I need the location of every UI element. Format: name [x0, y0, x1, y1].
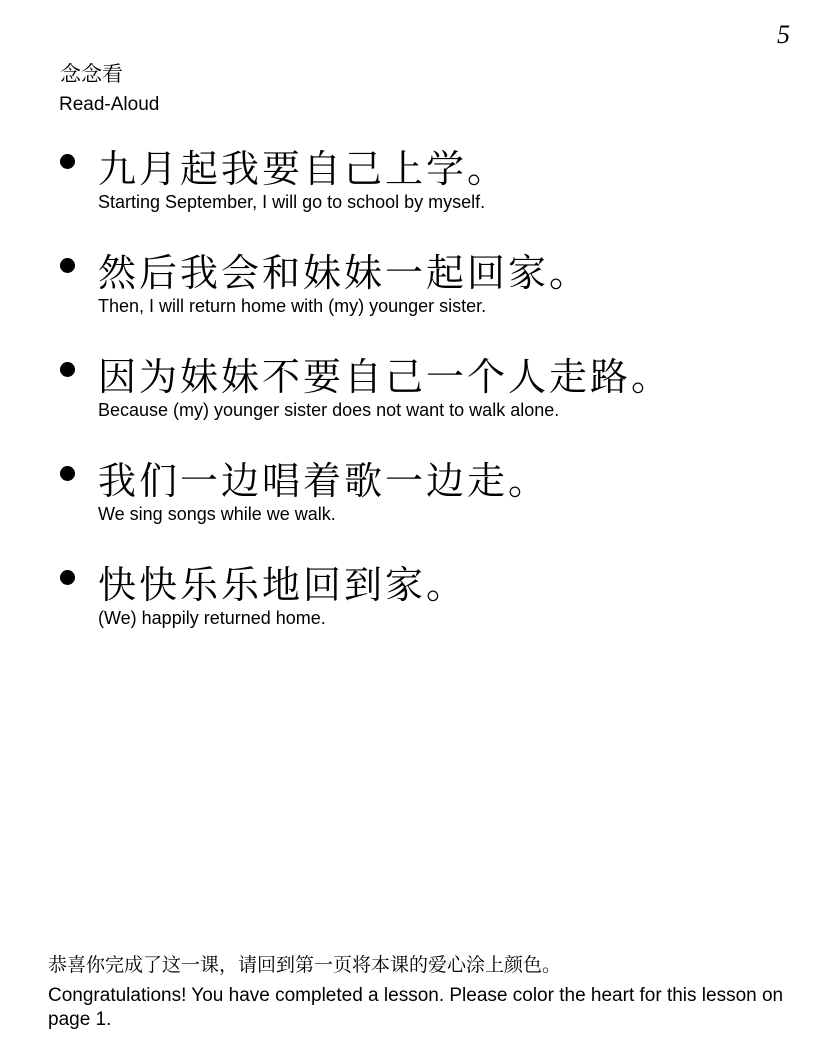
- chinese-sentence: 因为妹妹不要自己一个人走路。: [98, 355, 673, 399]
- section-title-english: Read-Aloud: [59, 94, 160, 115]
- chinese-sentence: 然后我会和妹妹一起回家。: [98, 251, 591, 295]
- english-translation: (We) happily returned home.: [98, 608, 326, 628]
- bullet-icon: [60, 154, 75, 169]
- english-translation: Because (my) younger sister does not want to walk alone.: [98, 400, 560, 420]
- bullet-icon: [60, 466, 75, 481]
- section-title-chinese: 念念看: [60, 62, 123, 86]
- list-item: [58, 554, 798, 658]
- footer-message-english: Congratulations! You have completed a lesson. Please color the heart for this lesson on page 1.: [48, 985, 784, 1030]
- chinese-sentence: 我们一边唱着歌一边走。: [98, 459, 550, 503]
- english-translation: We sing songs while we walk.: [98, 504, 336, 524]
- footer-message-chinese: 恭喜你完成了这一课，请回到第一页将本课的爱心涂上颜色。: [48, 954, 562, 976]
- page-number: 5: [777, 20, 790, 49]
- english-translation: Then, I will return home with (my) younger sister.: [98, 296, 487, 316]
- chinese-sentence: 九月起我要自己上学。: [98, 147, 509, 191]
- english-translation: Starting September, I will go to school by myself.: [98, 192, 486, 212]
- chinese-sentence: 快快乐乐地回到家。: [98, 563, 468, 607]
- bullet-icon: [60, 570, 75, 585]
- bullet-icon: [60, 362, 75, 377]
- list-item: [58, 138, 798, 242]
- list-item: [58, 346, 798, 450]
- read-aloud-list: [58, 138, 798, 658]
- list-item: [58, 450, 798, 554]
- bullet-icon: [60, 258, 75, 273]
- list-item: [58, 242, 798, 346]
